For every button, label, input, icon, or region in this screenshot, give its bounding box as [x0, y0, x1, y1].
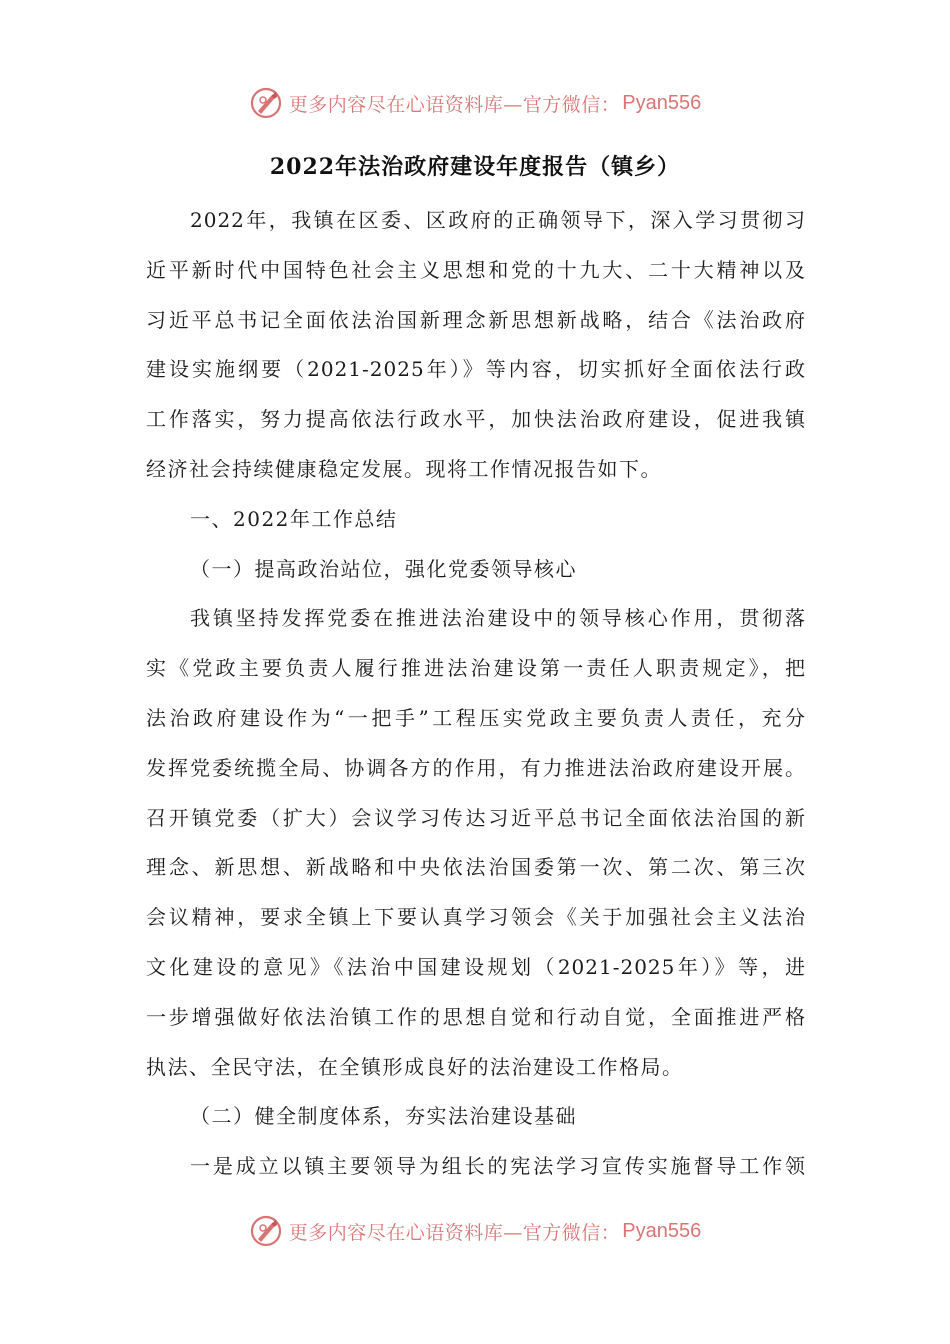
paragraph-line: 法治政府建设作为“一把手”工程压实党政主要负责人责任，充分: [146, 705, 806, 730]
paragraph-line: 召开镇党委（扩大）会议学习传达习近平总书记全面依法治国的新: [146, 805, 806, 830]
document-body: [146, 196, 806, 1192]
paragraph-line: 会议精神，要求全镇上下要认真学习领会《关于加强社会主义法治: [146, 905, 806, 930]
paragraph-line: 一是成立以镇主要领导为组长的宪法学习宣传实施督导工作领: [190, 1154, 806, 1179]
paragraph-line: 一步增强做好依法治镇工作的思想自觉和行动自觉，全面推进严格: [146, 1004, 806, 1029]
paragraph-line: 经济社会持续健康稳定发展。现将工作情况报告如下。: [146, 456, 662, 481]
paragraph-line: 发挥党委统揽全局、协调各方的作用，有力推进法治政府建设开展。: [146, 755, 806, 780]
subsection-heading: （二）健全制度体系，夯实法治建设基础: [190, 1104, 577, 1129]
paragraph-line: 建设实施纲要（2021-2025年）》等内容，切实抓好全面依法行政: [146, 357, 806, 382]
header-watermark: [0, 83, 950, 123]
watermark-text: 更多内容尽在心语资料库—官方微信：: [288, 1221, 621, 1244]
paragraph-line: 我镇坚持发挥党委在推进法治建设中的领导核心作用，贯彻落: [190, 606, 806, 631]
paragraph-line: 2022年，我镇在区委、区政府的正确领导下，深入学习贯彻习: [190, 208, 806, 232]
watermark-wechat-id: Pyan556: [622, 1219, 702, 1242]
footer-watermark: [0, 1211, 950, 1251]
paragraph-line: 习近平总书记全面依法治国新理念新思想新战略，结合《法治政府: [146, 307, 806, 332]
paragraph-line: 理念、新思想、新战略和中央依法治国委第一次、第二次、第三次: [146, 855, 806, 880]
pen-logo-icon: [249, 1214, 283, 1248]
pen-logo-icon: [249, 86, 283, 120]
section-heading: 一、2022年工作总结: [190, 506, 398, 531]
paragraph-line: 执法、全民守法，在全镇形成良好的法治建设工作格局。: [146, 1054, 684, 1079]
watermark-wechat-id: Pyan556: [622, 91, 702, 114]
subsection-heading: （一）提高政治站位，强化党委领导核心: [190, 556, 577, 581]
paragraph-line: 近平新时代中国特色社会主义思想和党的十九大、二十大精神以及: [146, 257, 806, 282]
paragraph-line: 文化建设的意见》《法治中国建设规划（2021-2025年）》等，进: [146, 954, 806, 979]
paragraph-line: 工作落实，努力提高依法行政水平，加快法治政府建设，促进我镇: [146, 407, 806, 432]
paragraph-line: 实《党政主要负责人履行推进法治建设第一责任人职责规定》，把: [146, 656, 806, 681]
document-title: 2022年法治政府建设年度报告（镇乡）: [269, 154, 681, 180]
watermark-text: 更多内容尽在心语资料库—官方微信：: [288, 93, 621, 116]
